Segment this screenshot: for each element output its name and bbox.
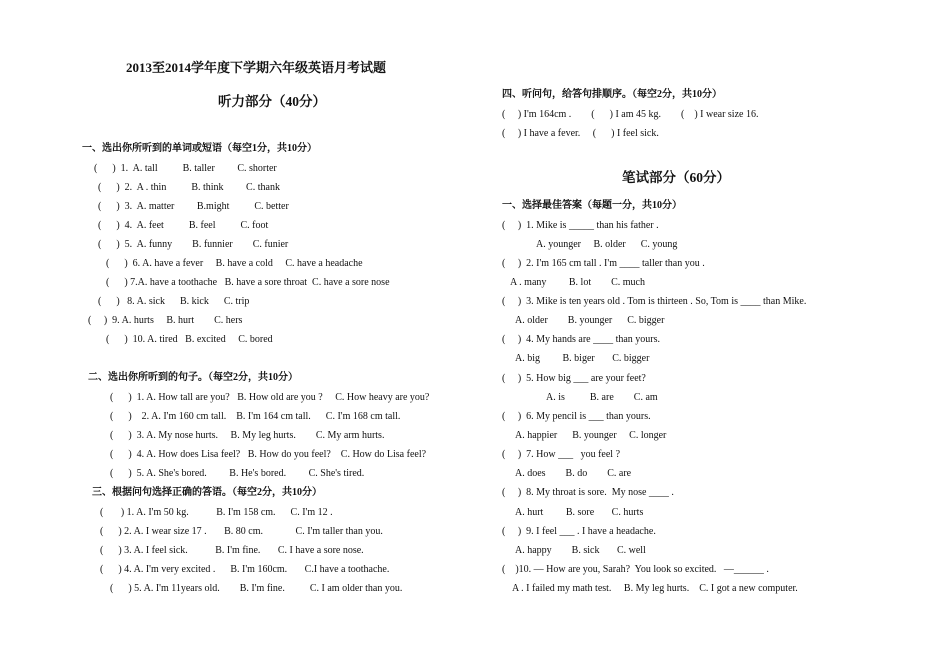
question-line: ( ) 2. A. I'm 160 cm tall. B. I'm 164 cm tall. C. I'm 168 cm tall. (110, 411, 401, 422)
question-line: ( ) 5. How big ___ are your feet? (502, 373, 646, 384)
answer-options: A. is B. are C. am (546, 392, 658, 403)
answer-options: A. happier B. younger C. longer (515, 430, 667, 441)
question-line: ( ) 3. A. I feel sick. B. I'm fine. C. I have a sore nose. (100, 545, 364, 556)
question-line: ( ) 1. A. tall B. taller C. shorter (94, 163, 277, 174)
question-line: ( ) 10. A. tired B. excited C. bored (106, 334, 273, 345)
listening-heading: 听力部分（40分） (218, 94, 326, 109)
answer-options: A. happy B. sick C. well (515, 545, 646, 556)
written-heading: 笔试部分（60分） (622, 170, 730, 185)
question-line: ( ) 5. A. funny B. funnier C. funier (98, 239, 289, 250)
question-line: ( ) I have a fever. ( ) I feel sick. (502, 128, 659, 139)
section-3-heading: 三、根据问句选择正确的答语。（每空2分，共10分） (92, 487, 322, 498)
section-1-heading: 一、选出你所听到的单词或短语（每空1分，共10分） (82, 143, 317, 154)
question-line: ( ) 6. A. have a fever B. have a cold C. have a headache (106, 258, 363, 269)
question-line: ( ) 3. A. matter B.might C. better (98, 201, 289, 212)
question-line: ( )10. — How are you, Sarah? You look so excited. —______ . (502, 564, 769, 575)
question-line: ( ) 3. Mike is ten years old . Tom is thirteen . So, Tom is ____ than Mike. (502, 296, 807, 307)
answer-options: A . I failed my math test. B. My leg hurts. C. I got a new computer. (512, 583, 798, 594)
question-line: ( ) I'm 164cm . ( ) I am 45 kg. ( ) I wear size 16. (502, 109, 759, 120)
question-line: ( ) 6. My pencil is ___ than yours. (502, 411, 651, 422)
question-line: ( ) 5. A. I'm 11years old. B. I'm fine. C. I am older than you. (110, 583, 403, 594)
question-line: ( ) 2. I'm 165 cm tall . I'm ____ taller than you . (502, 258, 705, 269)
section-4-heading: 四、听问句，给答句排顺序。（每空2分，共10分） (502, 89, 722, 100)
question-line: ( ) 9. A. hurts B. hurt C. hers (88, 315, 243, 326)
question-line: ( ) 7. How ___ you feel ? (502, 449, 621, 460)
question-line: ( ) 1. A. I'm 50 kg. B. I'm 158 cm. C. I'm 12 . (100, 507, 333, 518)
answer-options: A. younger B. older C. young (536, 239, 678, 250)
answer-options: A. does B. do C. are (515, 468, 632, 479)
question-line: ( ) 7.A. have a toothache B. have a sore throat C. have a sore nose (106, 277, 390, 288)
answer-options: A . many B. lot C. much (510, 277, 645, 288)
question-line: ( ) 2. A. I wear size 17 . B. 80 cm. C. I'm taller than you. (100, 526, 383, 537)
question-line: ( ) 4. A. How does Lisa feel? B. How do you feel? C. How do Lisa feel? (110, 449, 427, 460)
question-line: ( ) 4. My hands are ____ than yours. (502, 334, 661, 345)
question-line: ( ) 5. A. She's bored. B. He's bored. C. She's tired. (110, 468, 365, 479)
question-line: ( ) 4. A. feet B. feel C. foot (98, 220, 269, 231)
question-line: ( ) 4. A. I'm very excited . B. I'm 160cm. C.I have a toothache. (100, 564, 390, 575)
question-line: ( ) 8. My throat is sore. My nose ____ . (502, 487, 674, 498)
written-section-1-heading: 一、选择最佳答案（每题一分，共10分） (502, 200, 682, 211)
question-line: ( ) 8. A. sick B. kick C. trip (98, 296, 250, 307)
question-line: ( ) 9. I feel ___ . I have a headache. (502, 526, 656, 537)
section-2-heading: 二、选出你所听到的句子。（每空2分，共10分） (88, 372, 298, 383)
question-line: ( ) 1. A. How tall are you? B. How old are you ? C. How heavy are you? (110, 392, 430, 403)
question-line: ( ) 3. A. My nose hurts. B. My leg hurts. C. My arm hurts. (110, 430, 385, 441)
answer-options: A. hurt B. sore C. hurts (515, 507, 644, 518)
question-line: ( ) 1. Mike is _____ than his father . (502, 220, 659, 231)
exam-title: 2013至2014学年度下学期六年级英语月考试题 (126, 60, 387, 75)
answer-options: A. big B. biger C. bigger (515, 353, 650, 364)
question-line: ( ) 2. A . thin B. think C. thank (98, 182, 280, 193)
answer-options: A. older B. younger C. bigger (515, 315, 665, 326)
